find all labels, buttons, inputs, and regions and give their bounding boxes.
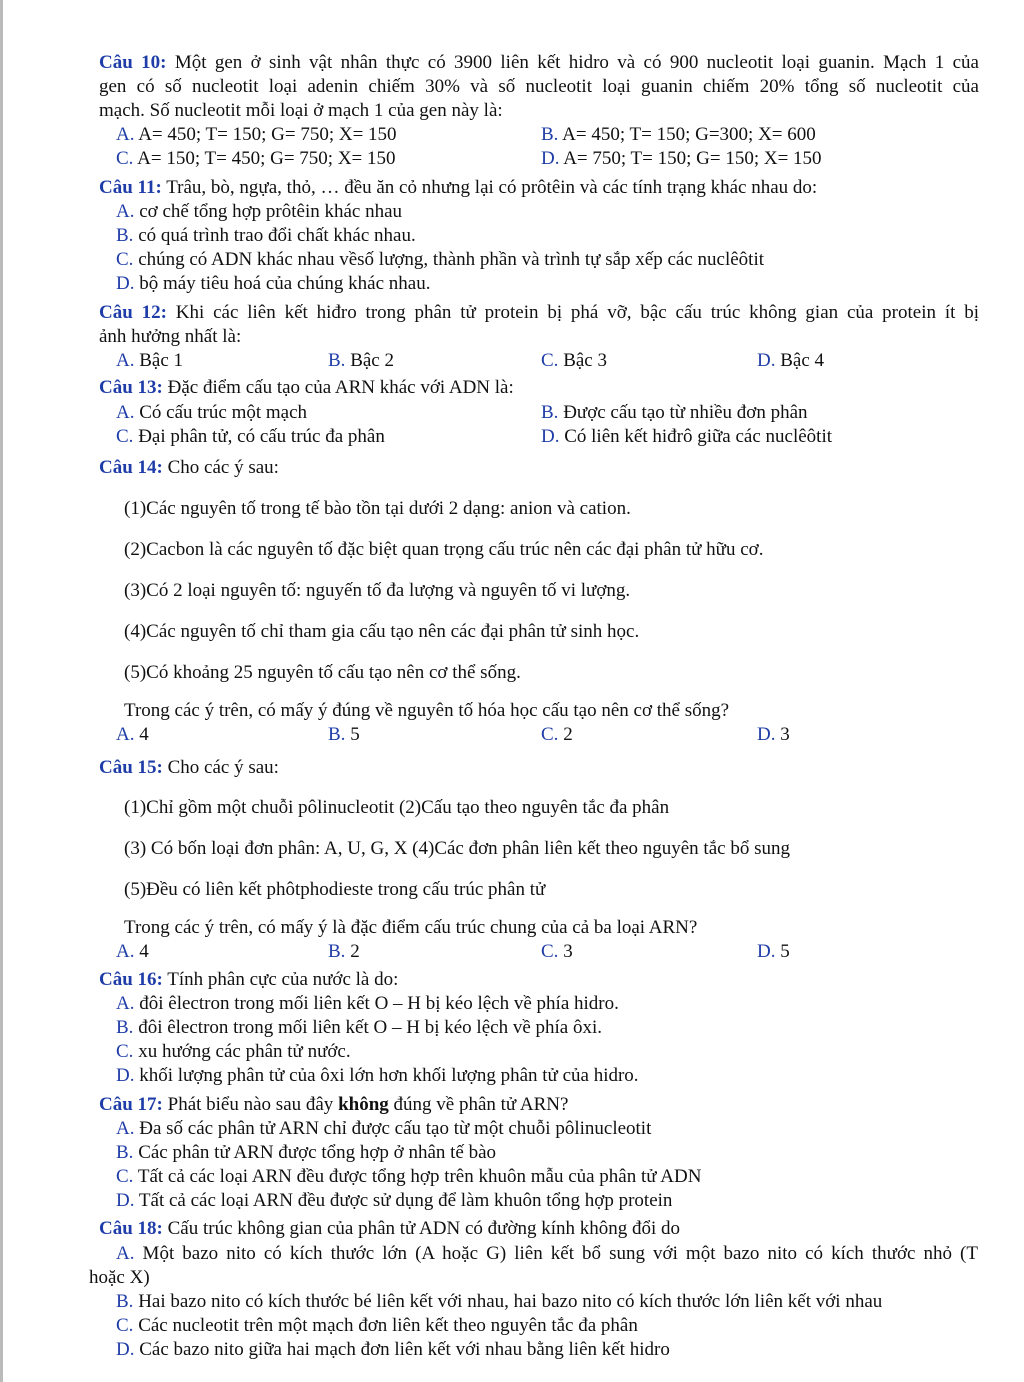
- q17-stem: [99, 1093, 568, 1116]
- option-text: 4: [139, 724, 149, 745]
- q11-option-c[interactable]: [116, 248, 764, 271]
- option-text: 2: [350, 941, 360, 962]
- q16-label: Câu 16:: [99, 969, 163, 990]
- option-letter: A.: [116, 941, 135, 962]
- q12-line2: ảnh hưởng nhất là:: [99, 326, 242, 347]
- q10-option-c[interactable]: [116, 147, 396, 170]
- option-text: xu hướng các phân tử nước.: [138, 1041, 351, 1062]
- q14-statement-3: (3)Có 2 loại nguyên tố: nguyến tố đa lượng và nguyên tố vi lượng.: [124, 580, 631, 601]
- option-text: A= 750; T= 150; G= 150; X= 150: [563, 148, 822, 169]
- option-text: đôi êlectron trong mối liên kết O – H bị kéo lệch về phía ôxi.: [138, 1017, 602, 1038]
- q14-option-b[interactable]: [328, 723, 360, 746]
- q17-stem-emphasis: không: [338, 1094, 389, 1115]
- q11-option-a[interactable]: [116, 200, 402, 223]
- option-letter: D.: [541, 148, 560, 169]
- option-text: Bậc 1: [139, 350, 184, 371]
- q13-stem-text: Đặc điểm cấu tạo của ARN khác với ADN là:: [162, 377, 514, 398]
- q11-option-b[interactable]: [116, 224, 416, 247]
- q16-option-d[interactable]: [116, 1064, 639, 1087]
- q18-stem: [99, 1217, 680, 1240]
- q18-option-d[interactable]: [116, 1338, 670, 1361]
- option-letter: A.: [116, 724, 135, 745]
- q15-statement-1-2: (1)Chỉ gồm một chuỗi pôlinucleotit (2)Cấu tạo theo nguyên tắc đa phân: [124, 797, 670, 818]
- q10-line2: gen có số nucleotit loại adenin chiếm 30% và số nucleotit loại guanin chiếm 20% tổng số nucleotit của: [99, 76, 979, 97]
- q17-option-a[interactable]: [116, 1117, 651, 1140]
- option-letter: C.: [116, 249, 134, 270]
- option-letter: D.: [116, 1190, 135, 1211]
- option-text: Bậc 3: [563, 350, 607, 371]
- option-letter: D.: [116, 1339, 135, 1360]
- left-edge-line: [0, 0, 3, 1382]
- option-text: A= 450; T= 150; G= 750; X= 150: [138, 124, 397, 145]
- q10-option-b[interactable]: [541, 123, 816, 146]
- q15-statement-5: (5)Đều có liên kết phôtphodieste trong cấu trúc phân tử: [124, 879, 546, 900]
- q12-stem-1: Khi các liên kết hiđro trong phân tử protein bị phá vỡ, bậc cấu trúc không gian của protein ít bị: [166, 302, 979, 323]
- option-text: đôi êlectron trong mối liên kết O – H bị kéo lệch về phía hidro.: [139, 993, 619, 1014]
- option-text: khối lượng phân tử của ôxi lớn hơn khối lượng phân tử của hidro.: [139, 1065, 639, 1086]
- q18-option-a-cont: hoặc X): [89, 1267, 150, 1288]
- option-text: Bậc 4: [780, 350, 825, 371]
- q14-label: Câu 14:: [99, 457, 163, 478]
- q15-option-a[interactable]: [116, 940, 149, 963]
- q15-label: Câu 15:: [99, 757, 163, 778]
- q10-option-d[interactable]: [541, 147, 822, 170]
- option-text: Hai bazo nito có kích thước bé liên kết với nhau, hai bazo nito có kích thước lớn liên kết với nhau: [138, 1291, 883, 1312]
- q17-option-b[interactable]: [116, 1141, 496, 1164]
- q14-question: Trong các ý trên, có mấy ý đúng về nguyên tố hóa học cấu tạo nên cơ thể sống?: [124, 700, 730, 721]
- q11-stem-text: Trâu, bò, ngựa, thỏ, … đều ăn cỏ nhưng lại có prôtêin và các tính trạng khác nhau do:: [161, 177, 818, 198]
- option-letter: D.: [757, 350, 776, 371]
- option-letter: D.: [116, 273, 135, 294]
- option-letter: D.: [757, 941, 776, 962]
- option-letter: C.: [116, 1166, 134, 1187]
- q15-option-b[interactable]: [328, 940, 360, 963]
- option-text: Bậc 2: [350, 350, 394, 371]
- option-letter: B.: [541, 124, 559, 145]
- q13-option-a[interactable]: [116, 401, 307, 424]
- option-text: Có cấu trúc một mạch: [139, 402, 308, 423]
- q16-option-b[interactable]: [116, 1016, 602, 1039]
- q15-question: Trong các ý trên, có mấy ý là đặc điểm cấu trúc chung của cả ba loại ARN?: [124, 917, 698, 938]
- q13-stem: [99, 376, 514, 399]
- option-text: Đa số các phân tử ARN chỉ được cấu tạo từ một chuỗi pôlinucleotit: [139, 1118, 652, 1139]
- option-letter: C.: [116, 426, 134, 447]
- option-letter: B.: [116, 1291, 134, 1312]
- q10-line1: [99, 51, 979, 74]
- option-letter: D.: [116, 1065, 135, 1086]
- q18-option-a[interactable]: [116, 1242, 978, 1265]
- q16-stem-text: Tính phân cực của nước là do:: [162, 969, 399, 990]
- option-letter: A.: [116, 124, 135, 145]
- q17-label: Câu 17:: [99, 1094, 163, 1115]
- option-text: có quá trình trao đổi chất khác nhau.: [138, 225, 416, 246]
- q10-option-a[interactable]: [116, 123, 397, 146]
- q13-option-b[interactable]: [541, 401, 808, 424]
- option-letter: A.: [116, 1118, 135, 1139]
- q13-label: Câu 13:: [99, 377, 163, 398]
- q10-stem-1: Một gen ở sinh vật nhân thực có 3900 liên kết hidro và có 900 nucleotit loại guanin. Mạch 1 của: [166, 52, 979, 73]
- option-text: 3: [563, 941, 573, 962]
- q14-option-a[interactable]: [116, 723, 149, 746]
- option-letter: C.: [116, 148, 134, 169]
- option-letter: D.: [541, 426, 560, 447]
- q15-option-c[interactable]: [541, 940, 573, 963]
- option-letter: A.: [116, 350, 135, 371]
- option-letter: D.: [757, 724, 776, 745]
- q16-option-a[interactable]: [116, 992, 619, 1015]
- q16-stem: [99, 968, 398, 991]
- q15-option-d[interactable]: [757, 940, 790, 963]
- q13-option-d[interactable]: [541, 425, 832, 448]
- q18-label: Câu 18:: [99, 1218, 163, 1239]
- option-letter: A.: [116, 201, 135, 222]
- option-letter: B.: [116, 225, 134, 246]
- option-text: chúng có ADN khác nhau vềsố lượng, thành phần và trình tự sắp xếp các nuclêôtit: [138, 249, 764, 270]
- q14-option-c[interactable]: [541, 723, 573, 746]
- q17-stem-pre: Phát biểu nào sau đây: [162, 1094, 339, 1115]
- option-text: 3: [780, 724, 790, 745]
- option-text: Một bazo nito có kích thước lớn (A hoặc G) liên kết bổ sung với một bazo nito có kích thước nhỏ (T: [142, 1243, 978, 1264]
- q12-option-c[interactable]: [541, 349, 607, 372]
- q10-line3: mạch. Số nucleotit mỗi loại ở mạch 1 của gen này là:: [99, 100, 503, 121]
- option-letter: C.: [541, 350, 559, 371]
- option-letter: A.: [116, 1243, 135, 1264]
- option-text: A= 450; T= 150; G=300; X= 600: [562, 124, 816, 145]
- option-text: Có liên kết hiđrô giữa các nuclêôtit: [564, 426, 833, 447]
- q14-stem-text: Cho các ý sau:: [162, 457, 279, 478]
- option-text: 2: [563, 724, 573, 745]
- q12-option-b[interactable]: [328, 349, 394, 372]
- option-text: Tất cả các loại ARN đều được sử dụng để làm khuôn tổng hợp protein: [138, 1190, 673, 1211]
- q12-option-d[interactable]: [757, 349, 824, 372]
- option-text: Các bazo nito giữa hai mạch đơn liên kết với nhau bằng liên kết hidro: [139, 1339, 670, 1360]
- q14-statement-2: (2)Cacbon là các nguyên tố đặc biệt quan trọng cấu trúc nên các đại phân tử hữu cơ.: [124, 539, 764, 560]
- option-letter: B.: [116, 1017, 134, 1038]
- option-text: Đại phân tử, có cấu trúc đa phân: [138, 426, 385, 447]
- option-text: 5: [780, 941, 790, 962]
- option-letter: B.: [328, 941, 346, 962]
- q11-label: Câu 11:: [99, 177, 162, 198]
- q15-stem: [99, 756, 279, 779]
- q12-option-a[interactable]: [116, 349, 183, 372]
- option-text: 5: [350, 724, 360, 745]
- option-letter: C.: [116, 1315, 134, 1336]
- option-letter: B.: [328, 724, 346, 745]
- q16-option-c[interactable]: [116, 1040, 351, 1063]
- q11-stem: [99, 176, 817, 199]
- q10-label: Câu 10:: [99, 52, 167, 73]
- q17-option-c[interactable]: [116, 1165, 701, 1188]
- q14-stem: [99, 456, 279, 479]
- option-letter: B.: [328, 350, 346, 371]
- q18-option-c[interactable]: [116, 1314, 638, 1337]
- q15-stem-text: Cho các ý sau:: [162, 757, 279, 778]
- option-text: A= 150; T= 450; G= 750; X= 150: [137, 148, 396, 169]
- q17-stem-post: đúng về phân tử ARN?: [388, 1094, 569, 1115]
- option-letter: A.: [116, 402, 135, 423]
- q17-option-d[interactable]: [116, 1189, 672, 1212]
- option-letter: C.: [541, 941, 559, 962]
- option-text: Tất cả các loại ARN đều được tổng hợp trên khuôn mẫu của phân tử ADN: [137, 1166, 702, 1187]
- q14-statement-5: (5)Có khoảng 25 nguyên tố cấu tạo nên cơ thể sống.: [124, 662, 521, 683]
- option-letter: C.: [116, 1041, 134, 1062]
- option-text: Được cấu tạo từ nhiều đơn phân: [563, 402, 808, 423]
- option-text: 4: [139, 941, 149, 962]
- q14-option-d[interactable]: [757, 723, 790, 746]
- option-letter: B.: [116, 1142, 134, 1163]
- q15-statement-3-4: (3) Có bốn loại đơn phân: A, U, G, X (4)Các đơn phân liên kết theo nguyên tắc bổ sung: [124, 838, 790, 859]
- q13-option-c[interactable]: [116, 425, 385, 448]
- q14-statement-1: (1)Các nguyên tố trong tế bào tồn tại dưới 2 dạng: anion và cation.: [124, 498, 631, 519]
- option-text: bộ máy tiêu hoá của chúng khác nhau.: [139, 273, 431, 294]
- option-letter: B.: [541, 402, 559, 423]
- option-letter: C.: [541, 724, 559, 745]
- option-text: cơ chế tổng hợp prôtêin khác nhau: [139, 201, 403, 222]
- q12-line1: [99, 301, 979, 324]
- option-text: Các nucleotit trên một mạch đơn liên kết theo nguyên tắc đa phân: [138, 1315, 638, 1336]
- q18-option-b[interactable]: [116, 1290, 882, 1313]
- option-text: Các phân tử ARN được tổng hợp ở nhân tế bào: [138, 1142, 497, 1163]
- q14-statement-4: (4)Các nguyên tố chỉ tham gia cấu tạo nên các đại phân tử sinh học.: [124, 621, 640, 642]
- option-letter: A.: [116, 993, 135, 1014]
- q12-label: Câu 12:: [99, 302, 167, 323]
- q18-stem-text: Cấu trúc không gian của phân tử ADN có đường kính không đổi do: [162, 1218, 681, 1239]
- q11-option-d[interactable]: [116, 272, 430, 295]
